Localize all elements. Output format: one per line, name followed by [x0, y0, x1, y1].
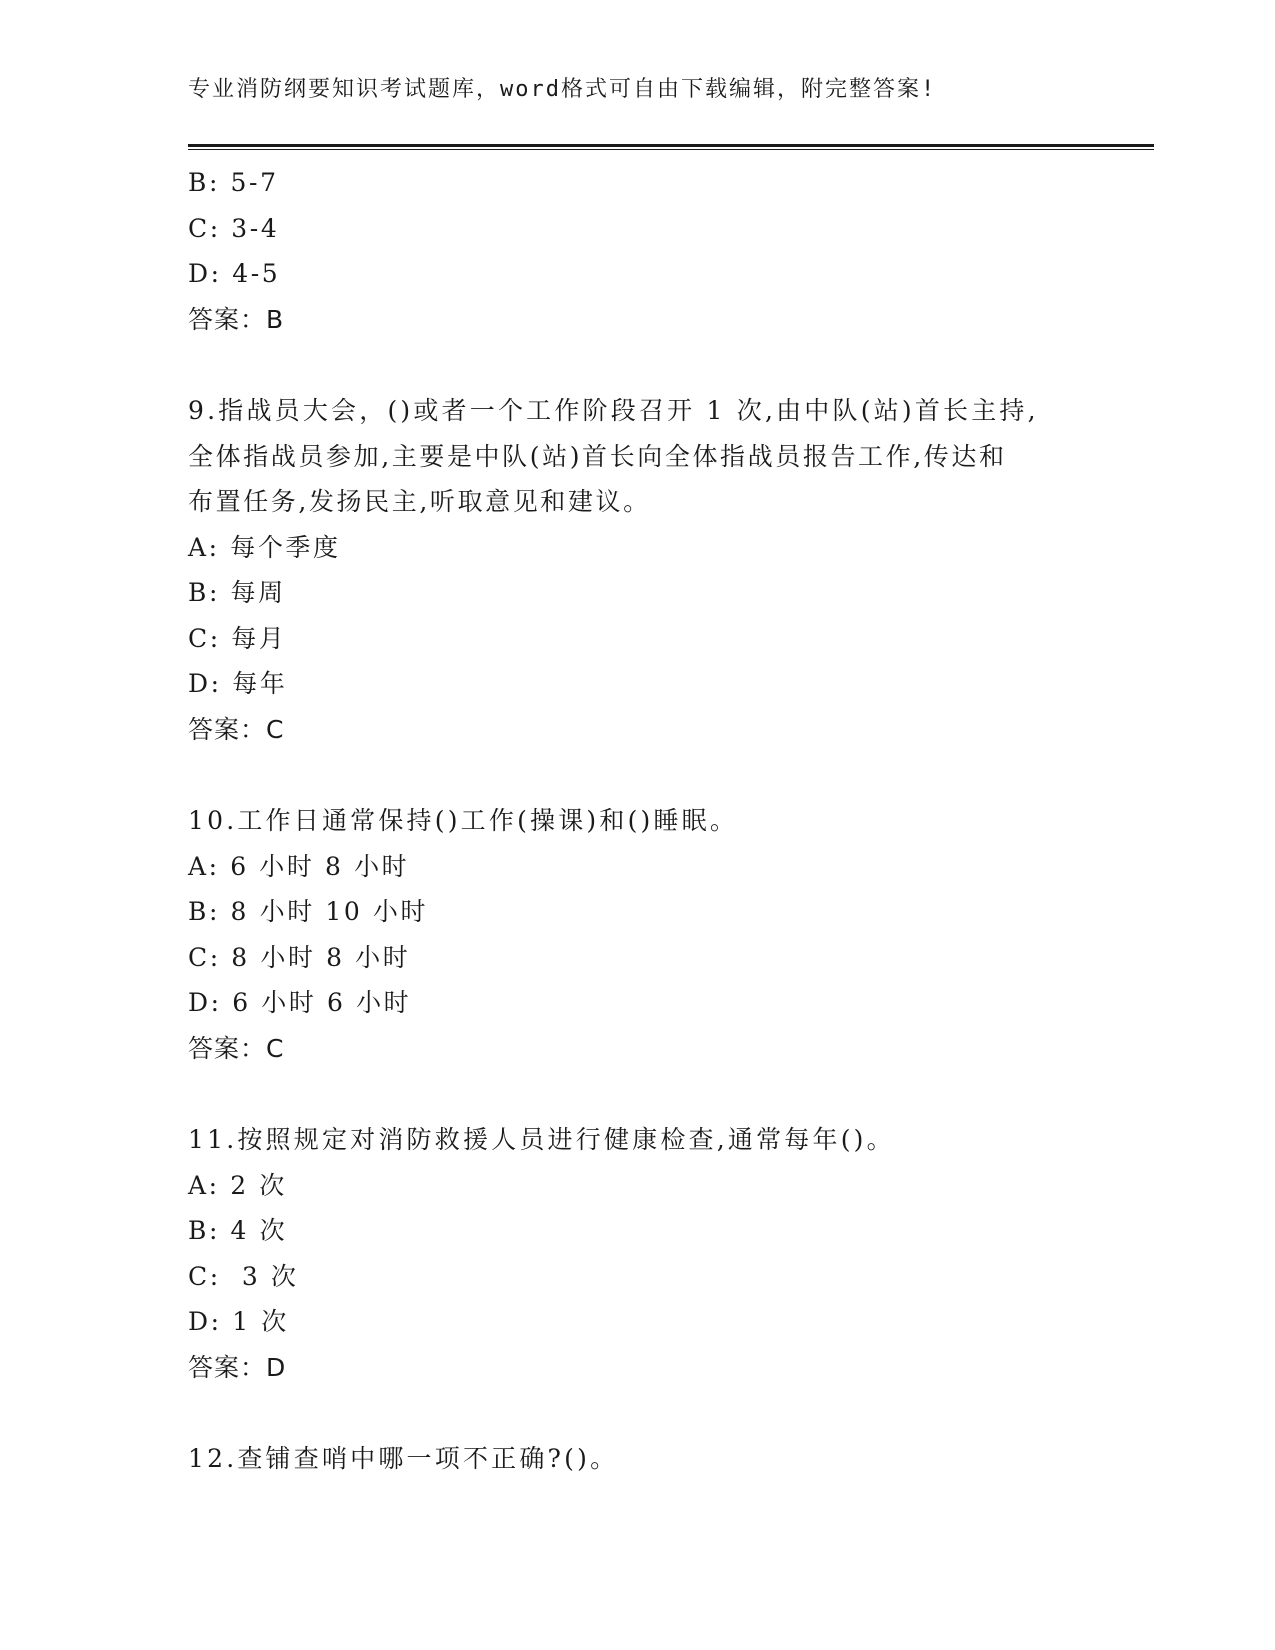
option-d: D: 每年 [188, 669, 288, 698]
answer-line: 答案：D [188, 1352, 287, 1382]
question-9 [188, 388, 1108, 752]
question-text-line: 12.查铺查哨中哪一项不正确?()。 [188, 1444, 619, 1473]
question-text-line: 10.工作日通常保持()工作(操课)和()睡眠。 [188, 806, 739, 835]
question-text-line: 布置任务,发扬民主,听取意见和建议。 [188, 487, 651, 516]
option-a: A: 每个季度 [188, 532, 341, 562]
document-body [188, 160, 1108, 1482]
option-c: C: 8 小时 8 小时 [188, 942, 411, 972]
option-d: D: 6 小时 6 小时 [188, 988, 412, 1017]
option-b: B: 4 次 [188, 1216, 288, 1245]
option-b: B: 每周 [188, 578, 286, 607]
question-text-line: 9.指战员大会，()或者一个工作阶段召开 1 次,由中队(站)首长主持, [188, 396, 1039, 425]
header-rule-thin [188, 149, 1154, 150]
option-a: A: 6 小时 8 小时 [188, 851, 410, 881]
answer-line: 答案：C [188, 1033, 285, 1063]
option-line: D: 4-5 [188, 259, 281, 288]
option-a: A: 2 次 [188, 1170, 287, 1200]
option-c: C: 3 次 [188, 1261, 299, 1291]
question-12 [188, 1436, 1108, 1482]
question-10 [188, 798, 1108, 1071]
answer-line: 答案：B [188, 304, 285, 334]
question-text-line: 11.按照规定对消防救援人员进行健康检查,通常每年()。 [188, 1125, 895, 1154]
answer-line: 答案：C [188, 714, 285, 744]
option-line: B: 5-7 [188, 168, 279, 197]
option-d: D: 1 次 [188, 1307, 289, 1336]
question-text-line: 全体指战员参加,主要是中队(站)首长向全体指战员报告工作,传达和 [188, 441, 1007, 471]
option-line: C: 3-4 [188, 213, 280, 243]
question-11 [188, 1117, 1108, 1390]
previous-question-tail [188, 160, 1108, 342]
option-b: B: 8 小时 10 小时 [188, 897, 429, 926]
header-rule-thick [188, 144, 1154, 147]
option-c: C: 每月 [188, 623, 287, 653]
page-header: 专业消防纲要知识考试题库，word格式可自由下载编辑，附完整答案! [188, 77, 937, 102]
